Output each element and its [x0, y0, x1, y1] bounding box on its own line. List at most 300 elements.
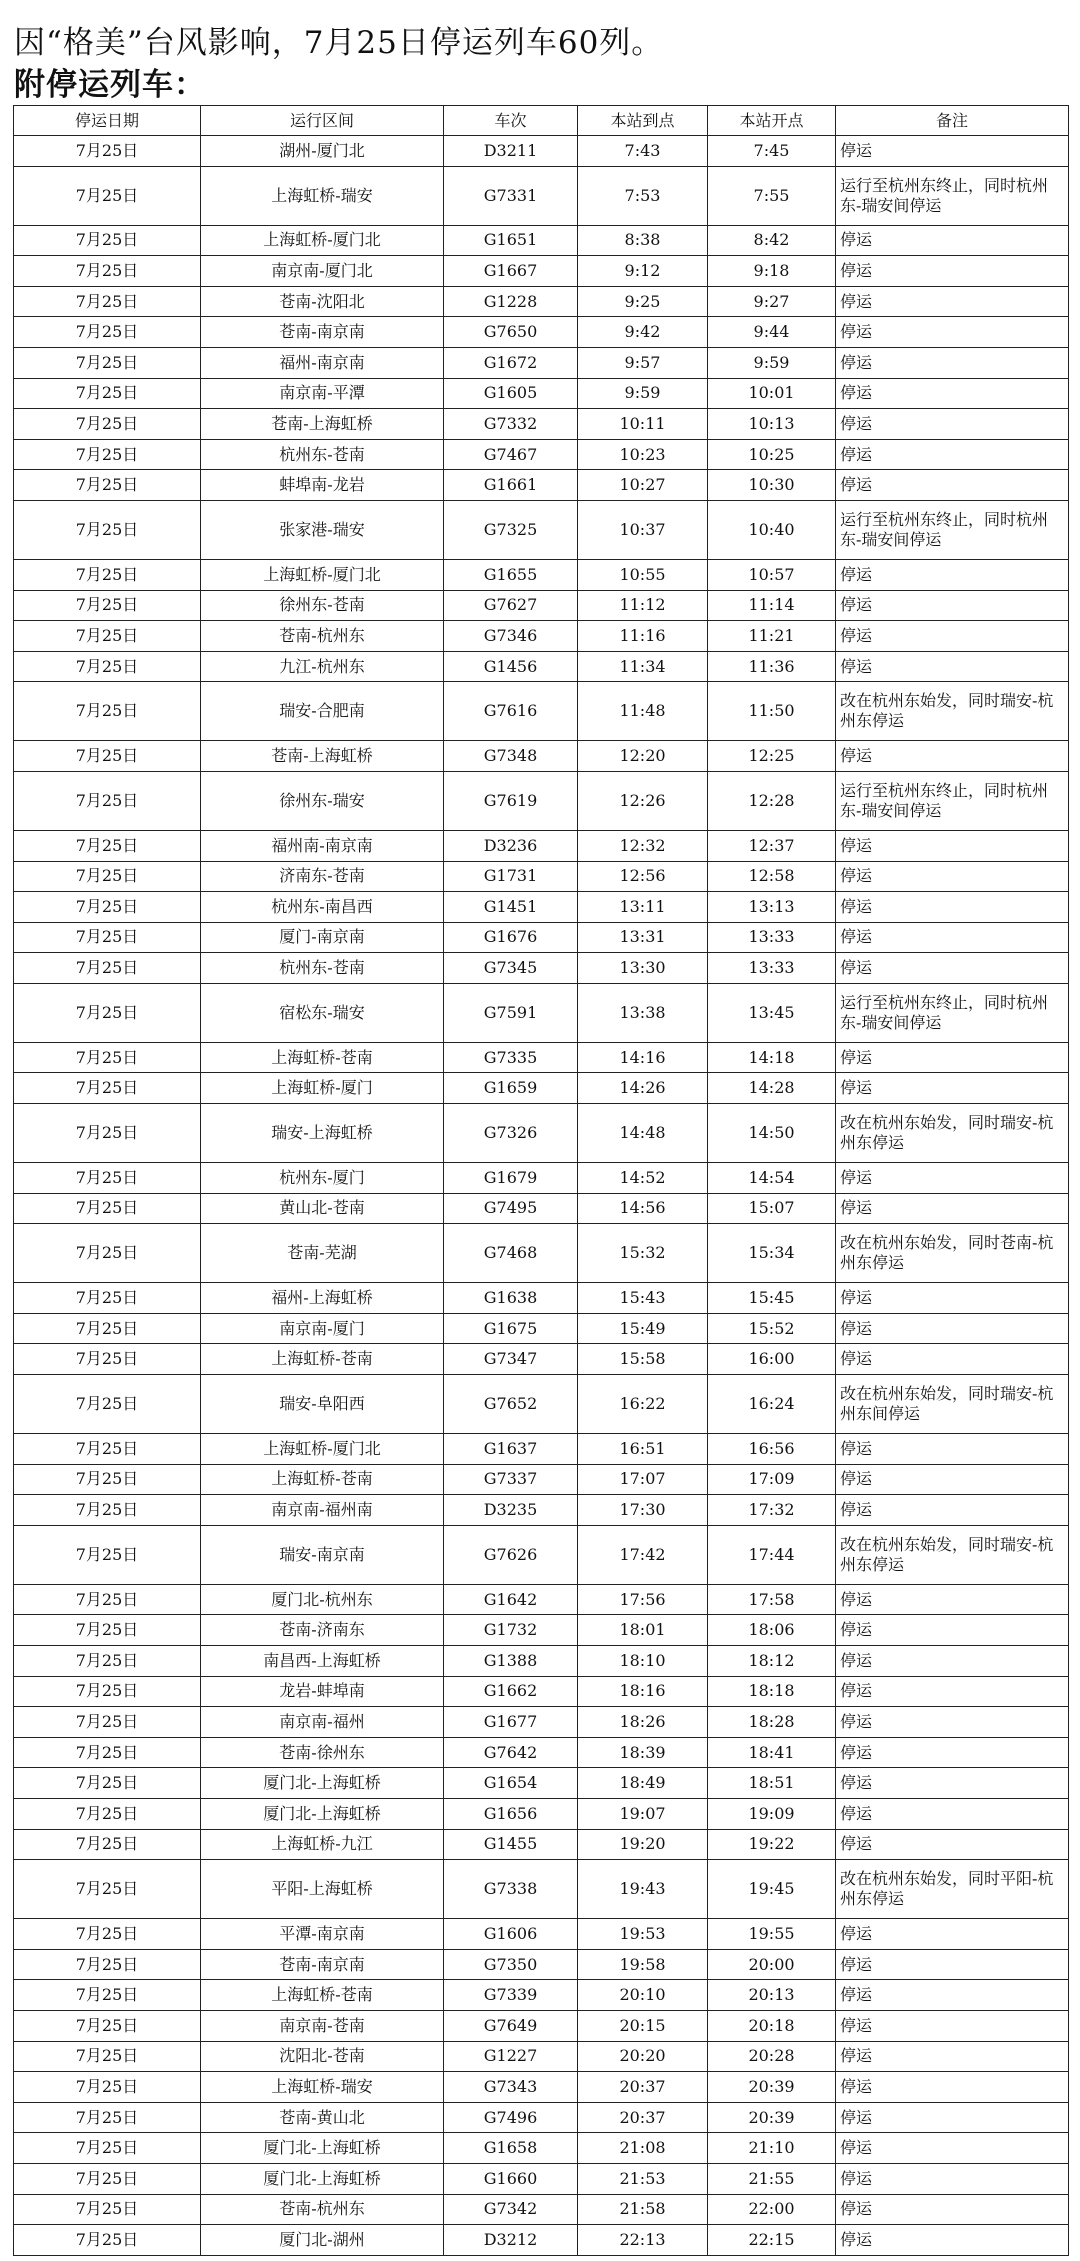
date-cell: 7月25日	[14, 1525, 201, 1584]
arrival-cell: 18:39	[578, 1737, 708, 1768]
route-cell: 济南东-苍南	[201, 861, 444, 892]
route-cell: 沈阳北-苍南	[201, 2041, 444, 2072]
remark-cell: 停运	[836, 378, 1069, 409]
date-cell: 7月25日	[14, 1042, 201, 1073]
departure-cell: 17:58	[708, 1584, 836, 1615]
remark-cell: 停运	[836, 1584, 1069, 1615]
table-row	[14, 741, 1069, 772]
date-cell: 7月25日	[14, 1073, 201, 1104]
route-cell: 苍南-南京南	[201, 317, 444, 348]
arrival-cell: 17:07	[578, 1464, 708, 1495]
date-cell: 7月25日	[14, 559, 201, 590]
departure-cell: 20:18	[708, 2010, 836, 2041]
table-row	[14, 953, 1069, 984]
date-cell: 7月25日	[14, 1283, 201, 1314]
arrival-cell: 21:08	[578, 2133, 708, 2164]
train-no-cell: G7346	[444, 621, 578, 652]
train-no-cell: G7468	[444, 1224, 578, 1283]
route-cell: 苍南-沈阳北	[201, 286, 444, 317]
route-cell: 张家港-瑞安	[201, 500, 444, 559]
arrival-cell: 20:37	[578, 2102, 708, 2133]
arrival-cell: 20:37	[578, 2072, 708, 2103]
route-cell: 福州南-南京南	[201, 830, 444, 861]
arrival-cell: 17:42	[578, 1525, 708, 1584]
route-cell: 上海虹桥-苍南	[201, 1344, 444, 1375]
remark-cell: 改在杭州东始发，同时苍南-杭州东停运	[836, 1224, 1069, 1283]
departure-cell: 18:51	[708, 1768, 836, 1799]
train-no-cell: G1456	[444, 651, 578, 682]
date-cell: 7月25日	[14, 1375, 201, 1434]
date-cell: 7月25日	[14, 861, 201, 892]
departure-cell: 13:45	[708, 983, 836, 1042]
date-cell: 7月25日	[14, 1646, 201, 1677]
remark-cell: 运行至杭州东终止，同时杭州东-瑞安间停运	[836, 500, 1069, 559]
train-no-cell: D3235	[444, 1495, 578, 1526]
departure-cell: 8:42	[708, 225, 836, 256]
date-cell: 7月25日	[14, 409, 201, 440]
train-no-cell: G7619	[444, 771, 578, 830]
remark-cell: 停运	[836, 1676, 1069, 1707]
arrival-cell: 10:23	[578, 439, 708, 470]
departure-cell: 10:30	[708, 470, 836, 501]
table-row	[14, 225, 1069, 256]
date-cell: 7月25日	[14, 1434, 201, 1465]
train-no-cell: G1388	[444, 1646, 578, 1677]
arrival-cell: 14:52	[578, 1163, 708, 1194]
train-no-cell: G7325	[444, 500, 578, 559]
header-departure: 本站开点	[708, 106, 836, 136]
departure-cell: 19:55	[708, 1919, 836, 1950]
date-cell: 7月25日	[14, 1313, 201, 1344]
train-no-cell: G7326	[444, 1104, 578, 1163]
train-no-cell: G7345	[444, 953, 578, 984]
table-row	[14, 1949, 1069, 1980]
departure-cell: 13:33	[708, 953, 836, 984]
remark-cell: 停运	[836, 1073, 1069, 1104]
arrival-cell: 9:59	[578, 378, 708, 409]
table-row	[14, 1829, 1069, 1860]
arrival-cell: 19:53	[578, 1919, 708, 1950]
route-cell: 黄山北-苍南	[201, 1193, 444, 1224]
route-cell: 苍南-杭州东	[201, 2194, 444, 2225]
train-no-cell: D3212	[444, 2225, 578, 2256]
train-no-cell: D3236	[444, 830, 578, 861]
remark-cell: 停运	[836, 409, 1069, 440]
date-cell: 7月25日	[14, 2133, 201, 2164]
table-row	[14, 2072, 1069, 2103]
table-row	[14, 2102, 1069, 2133]
remark-cell: 停运	[836, 256, 1069, 287]
route-cell: 瑞安-南京南	[201, 1525, 444, 1584]
train-no-cell: G7591	[444, 983, 578, 1042]
train-no-cell: G7626	[444, 1525, 578, 1584]
arrival-cell: 10:55	[578, 559, 708, 590]
table-row	[14, 1919, 1069, 1950]
date-cell: 7月25日	[14, 771, 201, 830]
remark-cell: 停运	[836, 439, 1069, 470]
departure-cell: 19:09	[708, 1798, 836, 1829]
date-cell: 7月25日	[14, 2102, 201, 2133]
arrival-cell: 10:27	[578, 470, 708, 501]
arrival-cell: 13:30	[578, 953, 708, 984]
table-row	[14, 1737, 1069, 1768]
train-no-cell: G7350	[444, 1949, 578, 1980]
date-cell: 7月25日	[14, 1980, 201, 2011]
arrival-cell: 20:20	[578, 2041, 708, 2072]
date-cell: 7月25日	[14, 1737, 201, 1768]
departure-cell: 18:12	[708, 1646, 836, 1677]
arrival-cell: 9:42	[578, 317, 708, 348]
departure-cell: 12:25	[708, 741, 836, 772]
remark-cell: 停运	[836, 136, 1069, 167]
remark-cell: 停运	[836, 2041, 1069, 2072]
route-cell: 蚌埠南-龙岩	[201, 470, 444, 501]
table-row	[14, 1676, 1069, 1707]
arrival-cell: 9:12	[578, 256, 708, 287]
route-cell: 杭州东-苍南	[201, 953, 444, 984]
remark-cell: 停运	[836, 1707, 1069, 1738]
departure-cell: 20:28	[708, 2041, 836, 2072]
date-cell: 7月25日	[14, 136, 201, 167]
train-no-cell: G7642	[444, 1737, 578, 1768]
date-cell: 7月25日	[14, 1919, 201, 1950]
route-cell: 南京南-苍南	[201, 2010, 444, 2041]
remark-cell: 停运	[836, 1919, 1069, 1950]
remark-cell: 停运	[836, 2102, 1069, 2133]
table-row	[14, 2194, 1069, 2225]
route-cell: 厦门北-上海虹桥	[201, 2133, 444, 2164]
header-remark: 备注	[836, 106, 1069, 136]
arrival-cell: 14:48	[578, 1104, 708, 1163]
route-cell: 九江-杭州东	[201, 651, 444, 682]
date-cell: 7月25日	[14, 1104, 201, 1163]
remark-cell: 改在杭州东始发，同时平阳-杭州东停运	[836, 1860, 1069, 1919]
train-no-cell: G1660	[444, 2163, 578, 2194]
train-no-cell: G1661	[444, 470, 578, 501]
suspended-trains-table	[13, 105, 1069, 2256]
date-cell: 7月25日	[14, 1949, 201, 1980]
departure-cell: 7:55	[708, 166, 836, 225]
route-cell: 南京南-福州南	[201, 1495, 444, 1526]
remark-cell: 改在杭州东始发，同时瑞安-杭州东停运	[836, 1525, 1069, 1584]
date-cell: 7月25日	[14, 2072, 201, 2103]
departure-cell: 11:14	[708, 590, 836, 621]
train-no-cell: G7495	[444, 1193, 578, 1224]
table-row	[14, 166, 1069, 225]
train-no-cell: G1659	[444, 1073, 578, 1104]
date-cell: 7月25日	[14, 1163, 201, 1194]
departure-cell: 12:37	[708, 830, 836, 861]
route-cell: 上海虹桥-九江	[201, 1829, 444, 1860]
table-row	[14, 1860, 1069, 1919]
train-no-cell: G7343	[444, 2072, 578, 2103]
table-row	[14, 682, 1069, 741]
arrival-cell: 19:07	[578, 1798, 708, 1829]
date-cell: 7月25日	[14, 741, 201, 772]
table-row	[14, 1707, 1069, 1738]
arrival-cell: 21:58	[578, 2194, 708, 2225]
date-cell: 7月25日	[14, 590, 201, 621]
train-no-cell: G1605	[444, 378, 578, 409]
route-cell: 南京南-厦门北	[201, 256, 444, 287]
table-row	[14, 1375, 1069, 1434]
route-cell: 上海虹桥-瑞安	[201, 2072, 444, 2103]
remark-cell: 运行至杭州东终止，同时杭州东-瑞安间停运	[836, 771, 1069, 830]
date-cell: 7月25日	[14, 225, 201, 256]
remark-cell: 停运	[836, 2133, 1069, 2164]
route-cell: 宿松东-瑞安	[201, 983, 444, 1042]
route-cell: 南京南-平潭	[201, 378, 444, 409]
date-cell: 7月25日	[14, 2225, 201, 2256]
remark-cell: 停运	[836, 861, 1069, 892]
train-no-cell: G7335	[444, 1042, 578, 1073]
date-cell: 7月25日	[14, 439, 201, 470]
date-cell: 7月25日	[14, 1676, 201, 1707]
route-cell: 厦门-南京南	[201, 922, 444, 953]
table-row	[14, 2225, 1069, 2256]
table-row	[14, 892, 1069, 923]
date-cell: 7月25日	[14, 1344, 201, 1375]
arrival-cell: 9:57	[578, 347, 708, 378]
train-no-cell: G1732	[444, 1615, 578, 1646]
arrival-cell: 7:43	[578, 136, 708, 167]
route-cell: 上海虹桥-瑞安	[201, 166, 444, 225]
arrival-cell: 11:16	[578, 621, 708, 652]
departure-cell: 10:57	[708, 559, 836, 590]
route-cell: 徐州东-瑞安	[201, 771, 444, 830]
arrival-cell: 16:22	[578, 1375, 708, 1434]
arrival-cell: 20:15	[578, 2010, 708, 2041]
date-cell: 7月25日	[14, 347, 201, 378]
date-cell: 7月25日	[14, 1768, 201, 1799]
departure-cell: 9:59	[708, 347, 836, 378]
table-row	[14, 559, 1069, 590]
table-row	[14, 1584, 1069, 1615]
train-no-cell: G7652	[444, 1375, 578, 1434]
date-cell: 7月25日	[14, 2041, 201, 2072]
remark-cell: 停运	[836, 1646, 1069, 1677]
route-cell: 福州-上海虹桥	[201, 1283, 444, 1314]
date-cell: 7月25日	[14, 2163, 201, 2194]
remark-cell: 停运	[836, 1980, 1069, 2011]
date-cell: 7月25日	[14, 1798, 201, 1829]
train-no-cell: G1731	[444, 861, 578, 892]
route-cell: 苍南-芜湖	[201, 1224, 444, 1283]
table-row	[14, 651, 1069, 682]
train-no-cell: G1658	[444, 2133, 578, 2164]
departure-cell: 13:13	[708, 892, 836, 923]
table-body	[14, 136, 1069, 2256]
table-row	[14, 1313, 1069, 1344]
departure-cell: 12:58	[708, 861, 836, 892]
departure-cell: 20:13	[708, 1980, 836, 2011]
notice-heading	[14, 22, 1064, 106]
arrival-cell: 16:51	[578, 1434, 708, 1465]
date-cell: 7月25日	[14, 621, 201, 652]
remark-cell: 停运	[836, 1344, 1069, 1375]
departure-cell: 18:28	[708, 1707, 836, 1738]
remark-cell: 停运	[836, 470, 1069, 501]
train-no-cell: G1662	[444, 1676, 578, 1707]
departure-cell: 16:00	[708, 1344, 836, 1375]
route-cell: 厦门北-湖州	[201, 2225, 444, 2256]
train-no-cell: G1672	[444, 347, 578, 378]
departure-cell: 18:41	[708, 1737, 836, 1768]
date-cell: 7月25日	[14, 1615, 201, 1646]
arrival-cell: 15:58	[578, 1344, 708, 1375]
table-row	[14, 1768, 1069, 1799]
table-row	[14, 1798, 1069, 1829]
train-no-cell: G7649	[444, 2010, 578, 2041]
remark-cell: 改在杭州东始发，同时瑞安-杭州东停运	[836, 1104, 1069, 1163]
train-no-cell: G7332	[444, 409, 578, 440]
route-cell: 上海虹桥-厦门北	[201, 225, 444, 256]
arrival-cell: 19:43	[578, 1860, 708, 1919]
train-no-cell: G1227	[444, 2041, 578, 2072]
remark-cell: 停运	[836, 347, 1069, 378]
route-cell: 平潭-南京南	[201, 1919, 444, 1950]
remark-cell: 停运	[836, 590, 1069, 621]
train-no-cell: G7627	[444, 590, 578, 621]
train-no-cell: G1676	[444, 922, 578, 953]
remark-cell: 停运	[836, 830, 1069, 861]
departure-cell: 14:54	[708, 1163, 836, 1194]
arrival-cell: 11:48	[578, 682, 708, 741]
train-no-cell: G1667	[444, 256, 578, 287]
departure-cell: 20:39	[708, 2102, 836, 2133]
table-row	[14, 2010, 1069, 2041]
table-row	[14, 470, 1069, 501]
date-cell: 7月25日	[14, 378, 201, 409]
train-no-cell: G1677	[444, 1707, 578, 1738]
remark-cell: 停运	[836, 1163, 1069, 1194]
train-no-cell: G7342	[444, 2194, 578, 2225]
arrival-cell: 12:20	[578, 741, 708, 772]
departure-cell: 22:00	[708, 2194, 836, 2225]
departure-cell: 18:06	[708, 1615, 836, 1646]
date-cell: 7月25日	[14, 1860, 201, 1919]
departure-cell: 17:32	[708, 1495, 836, 1526]
remark-cell: 停运	[836, 1464, 1069, 1495]
train-no-cell: G7338	[444, 1860, 578, 1919]
remark-cell: 停运	[836, 953, 1069, 984]
train-no-cell: G1638	[444, 1283, 578, 1314]
arrival-cell: 19:58	[578, 1949, 708, 1980]
departure-cell: 15:52	[708, 1313, 836, 1344]
arrival-cell: 13:38	[578, 983, 708, 1042]
arrival-cell: 18:01	[578, 1615, 708, 1646]
route-cell: 苍南-杭州东	[201, 621, 444, 652]
train-no-cell: G1228	[444, 286, 578, 317]
remark-cell: 运行至杭州东终止，同时杭州东-瑞安间停运	[836, 983, 1069, 1042]
header-route: 运行区间	[201, 106, 444, 136]
table-row	[14, 1073, 1069, 1104]
departure-cell: 9:44	[708, 317, 836, 348]
date-cell: 7月25日	[14, 922, 201, 953]
table-row	[14, 1344, 1069, 1375]
train-no-cell: D3211	[444, 136, 578, 167]
train-no-cell: G1451	[444, 892, 578, 923]
table-row	[14, 378, 1069, 409]
route-cell: 徐州东-苍南	[201, 590, 444, 621]
remark-cell: 停运	[836, 1434, 1069, 1465]
table-row	[14, 983, 1069, 1042]
remark-cell: 停运	[836, 621, 1069, 652]
date-cell: 7月25日	[14, 651, 201, 682]
train-no-cell: G7616	[444, 682, 578, 741]
route-cell: 瑞安-阜阳西	[201, 1375, 444, 1434]
table-row	[14, 590, 1069, 621]
departure-cell: 11:50	[708, 682, 836, 741]
remark-cell: 停运	[836, 892, 1069, 923]
remark-cell: 停运	[836, 2163, 1069, 2194]
route-cell: 杭州东-苍南	[201, 439, 444, 470]
train-no-cell: G7331	[444, 166, 578, 225]
route-cell: 上海虹桥-厦门北	[201, 559, 444, 590]
route-cell: 南京南-厦门	[201, 1313, 444, 1344]
route-cell: 苍南-济南东	[201, 1615, 444, 1646]
remark-cell: 停运	[836, 1949, 1069, 1980]
date-cell: 7月25日	[14, 983, 201, 1042]
train-no-cell: G1656	[444, 1798, 578, 1829]
departure-cell: 13:33	[708, 922, 836, 953]
table-row	[14, 1615, 1069, 1646]
departure-cell: 15:07	[708, 1193, 836, 1224]
route-cell: 苍南-黄山北	[201, 2102, 444, 2133]
departure-cell: 9:18	[708, 256, 836, 287]
route-cell: 厦门北-杭州东	[201, 1584, 444, 1615]
table-row	[14, 771, 1069, 830]
table-row	[14, 1193, 1069, 1224]
arrival-cell: 20:10	[578, 1980, 708, 2011]
route-cell: 上海虹桥-苍南	[201, 1464, 444, 1495]
date-cell: 7月25日	[14, 892, 201, 923]
train-no-cell: G1654	[444, 1768, 578, 1799]
departure-cell: 21:10	[708, 2133, 836, 2164]
date-cell: 7月25日	[14, 500, 201, 559]
arrival-cell: 15:32	[578, 1224, 708, 1283]
arrival-cell: 7:53	[578, 166, 708, 225]
arrival-cell: 12:26	[578, 771, 708, 830]
arrival-cell: 15:43	[578, 1283, 708, 1314]
table-row	[14, 286, 1069, 317]
arrival-cell: 18:49	[578, 1768, 708, 1799]
arrival-cell: 11:34	[578, 651, 708, 682]
train-no-cell: G7337	[444, 1464, 578, 1495]
arrival-cell: 17:30	[578, 1495, 708, 1526]
train-no-cell: G1651	[444, 225, 578, 256]
date-cell: 7月25日	[14, 1707, 201, 1738]
route-cell: 福州-南京南	[201, 347, 444, 378]
route-cell: 平阳-上海虹桥	[201, 1860, 444, 1919]
route-cell: 龙岩-蚌埠南	[201, 1676, 444, 1707]
table-header-row	[14, 106, 1069, 136]
table-row	[14, 1434, 1069, 1465]
date-cell: 7月25日	[14, 953, 201, 984]
date-cell: 7月25日	[14, 1584, 201, 1615]
route-cell: 杭州东-厦门	[201, 1163, 444, 1194]
departure-cell: 14:18	[708, 1042, 836, 1073]
notice-title: 因“格美”台风影响，7月25日停运列车60列。	[14, 25, 664, 61]
remark-cell: 停运	[836, 317, 1069, 348]
departure-cell: 15:34	[708, 1224, 836, 1283]
departure-cell: 14:28	[708, 1073, 836, 1104]
route-cell: 上海虹桥-厦门北	[201, 1434, 444, 1465]
arrival-cell: 13:31	[578, 922, 708, 953]
train-no-cell: G1455	[444, 1829, 578, 1860]
departure-cell: 17:09	[708, 1464, 836, 1495]
remark-cell: 停运	[836, 1798, 1069, 1829]
